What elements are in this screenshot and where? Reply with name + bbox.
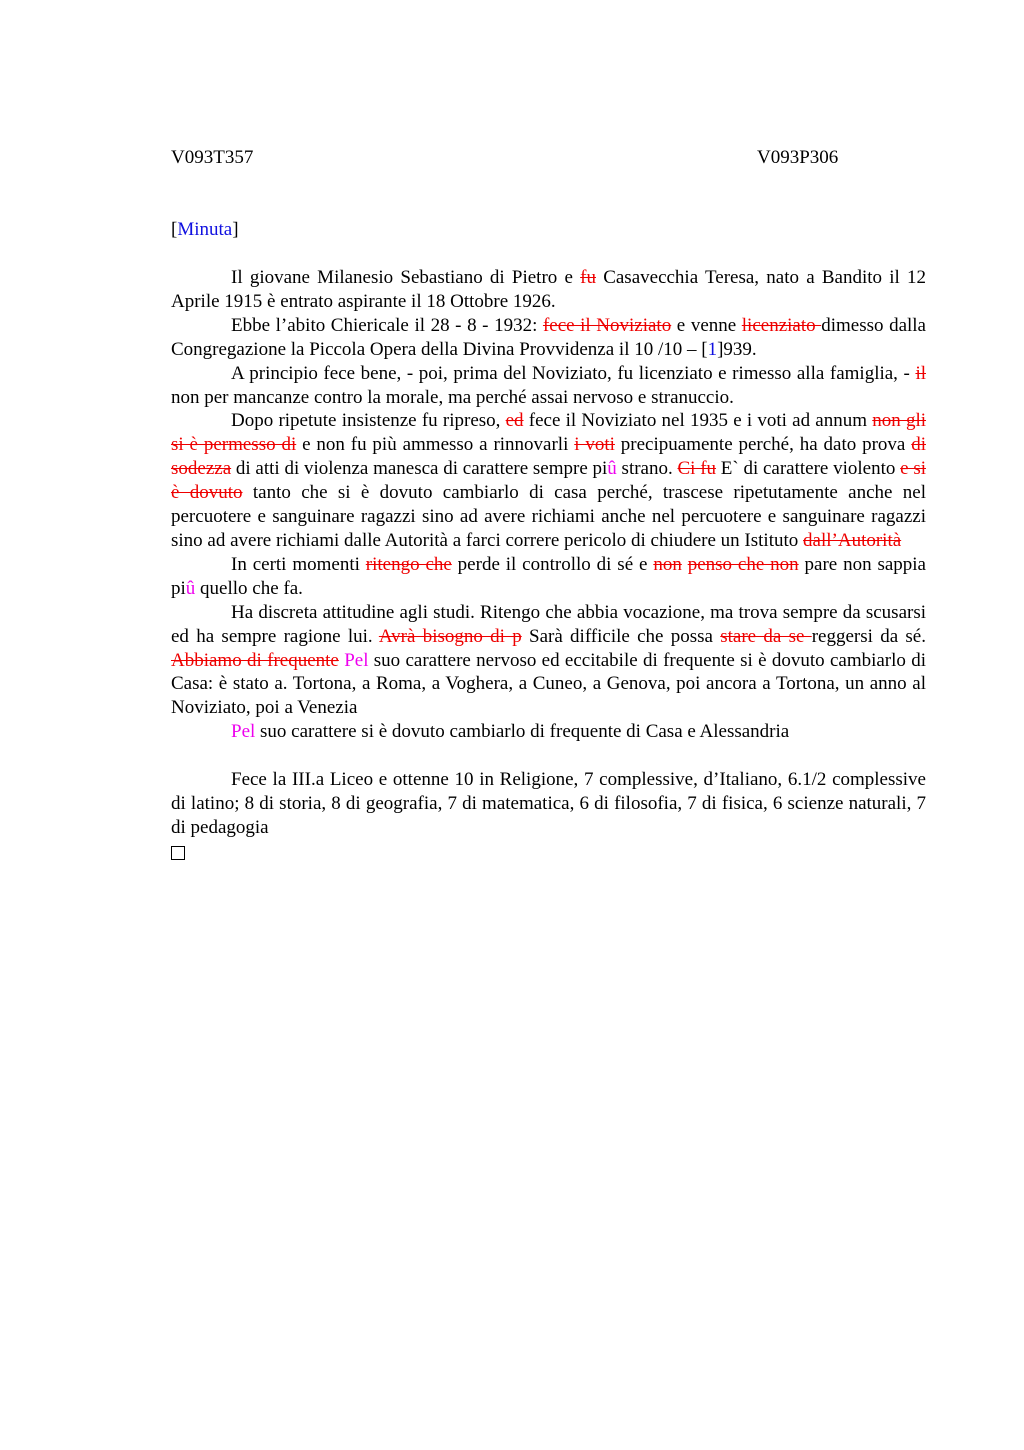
deleted-text: fu xyxy=(580,267,596,288)
deleted-text: Ci fu xyxy=(677,458,717,480)
deleted-text: di sodezza xyxy=(171,434,926,480)
text-run: precipuamente perché, ha dato prova xyxy=(614,434,912,456)
text-run: Dopo ripetute insistenze fu ripreso, xyxy=(231,410,506,432)
deleted-text: non xyxy=(653,553,682,575)
text-run: e venne xyxy=(671,314,742,336)
text-run: quello che fa. xyxy=(195,577,303,599)
paragraph-1 xyxy=(171,266,926,314)
minuta-heading xyxy=(171,218,239,242)
reference-code-right: V093P306 xyxy=(757,147,839,168)
deleted-text: licenziato xyxy=(741,314,822,336)
text-run: suo carattere nervoso ed eccitabile di frequente si è dovuto cambiarlo di Casa: è stato a. Tortona, a Roma, a Voghera, a Cuneo, a Genova, poi ancora a Tortona, un anno al Noviziato, poi a Venezia xyxy=(171,649,927,719)
paragraph-gap xyxy=(171,744,926,768)
minuta-close-bracket: ] xyxy=(232,219,239,240)
text-run: pare non sappia pi xyxy=(171,553,926,599)
paragraph-8 xyxy=(171,768,926,840)
text-run: di atti di violenza manesca di carattere sempre pi xyxy=(231,458,608,480)
deleted-text: fece il Noviziato xyxy=(542,314,672,336)
deleted-text: Abbiamo di frequente xyxy=(171,649,339,671)
inserted-text: Pel xyxy=(231,721,256,743)
minuta-open-bracket: [ xyxy=(171,219,178,240)
text-run: A principio fece bene, - poi, prima del Noviziato, fu licenziato e rimesso alla famiglia, - xyxy=(231,362,916,384)
inserted-text: û xyxy=(185,577,196,599)
text-run: fece il Noviziato nel 1935 e i voti ad annum xyxy=(523,410,873,432)
text-run: In certi momenti xyxy=(231,553,366,575)
paragraph-7 xyxy=(171,720,926,744)
text-run: reggersi da sé. xyxy=(811,625,926,647)
text-run: E` di carattere violento xyxy=(716,458,901,480)
text-run: Ha discreta attitudine agli studi. Ritengo che abbia vocazione, ma trova sempre da scusarsi ed ha sempre ragione lui. xyxy=(171,601,926,647)
deleted-text: stare da se xyxy=(720,625,812,647)
paragraph-4 xyxy=(171,409,926,552)
paragraph-2 xyxy=(171,314,926,362)
deleted-text: ed xyxy=(505,410,524,432)
empty-box-symbol xyxy=(171,846,185,860)
deleted-text: penso che non xyxy=(687,553,799,575)
letter-body xyxy=(171,266,926,860)
text-run: non per mancanze contro la morale, ma perché assai nervoso e stranuccio. xyxy=(171,386,734,408)
inserted-text: û xyxy=(607,458,617,480)
deleted-text: dall’Autorità xyxy=(803,529,902,551)
text-run: e non fu più ammesso a rinnovarli xyxy=(296,434,575,456)
text-run: perde il controllo di sé e xyxy=(451,553,654,575)
text-run: tanto che si è dovuto cambiarlo di casa perché, trascese ripetutamente anche nel percuotere e sanguinare ragazzi sino ad avere richiami anche nel percuotere e sanguinare ragazzi sino ad avere richiami dalle Autorità a farci correre pericolo di chiudere un Istituto xyxy=(171,482,926,551)
deleted-text: non gli si è permesso di xyxy=(171,410,927,456)
text-run: Casavecchia Teresa, nato a Bandito il 12 Aprile 1915 è entrato aspirante il 18 Ottobre 1926. xyxy=(171,267,926,312)
paragraph-6 xyxy=(171,601,926,721)
paragraph-3 xyxy=(171,362,926,410)
text-run: dimesso dalla Congregazione la Piccola Opera della Divina Provvidenza il 10 /10 – [ xyxy=(171,314,926,360)
text-run: Il giovane Milanesio Sebastiano di Pietro e xyxy=(231,267,581,288)
deleted-text: ritengo che xyxy=(365,553,452,575)
footnote-marker[interactable]: 1 xyxy=(707,338,718,360)
deleted-text: e si è dovuto xyxy=(171,458,926,504)
reference-code-left: V093T357 xyxy=(171,147,254,168)
deleted-text: Avrà bisogno di p xyxy=(378,625,522,647)
minuta-label: Minuta xyxy=(177,219,233,240)
deleted-text: i voti xyxy=(574,434,615,456)
deleted-text: il xyxy=(915,362,926,384)
text-run: Fece la III.a Liceo e ottenne 10 in Religione, 7 complessive, d’Italiano, 6.1/2 complessive di latino; 8 di storia, 8 di geografia, 7 di matematica, 6 di filosofia, 7 di fisica, 6 scienze naturali, 7 di pedagogia xyxy=(171,769,926,838)
text-run: Sarà difficile che possa xyxy=(521,625,721,647)
text-run: strano. xyxy=(616,458,678,480)
text-run: Ebbe l’abito Chiericale il 28 - 8 - 1932: xyxy=(231,314,543,336)
text-run: suo carattere si è dovuto cambiarlo di frequente di Casa e Alessandria xyxy=(255,721,790,743)
inserted-text: Pel xyxy=(344,649,369,671)
paragraph-5 xyxy=(171,553,926,601)
text-run: ]939. xyxy=(717,338,757,360)
